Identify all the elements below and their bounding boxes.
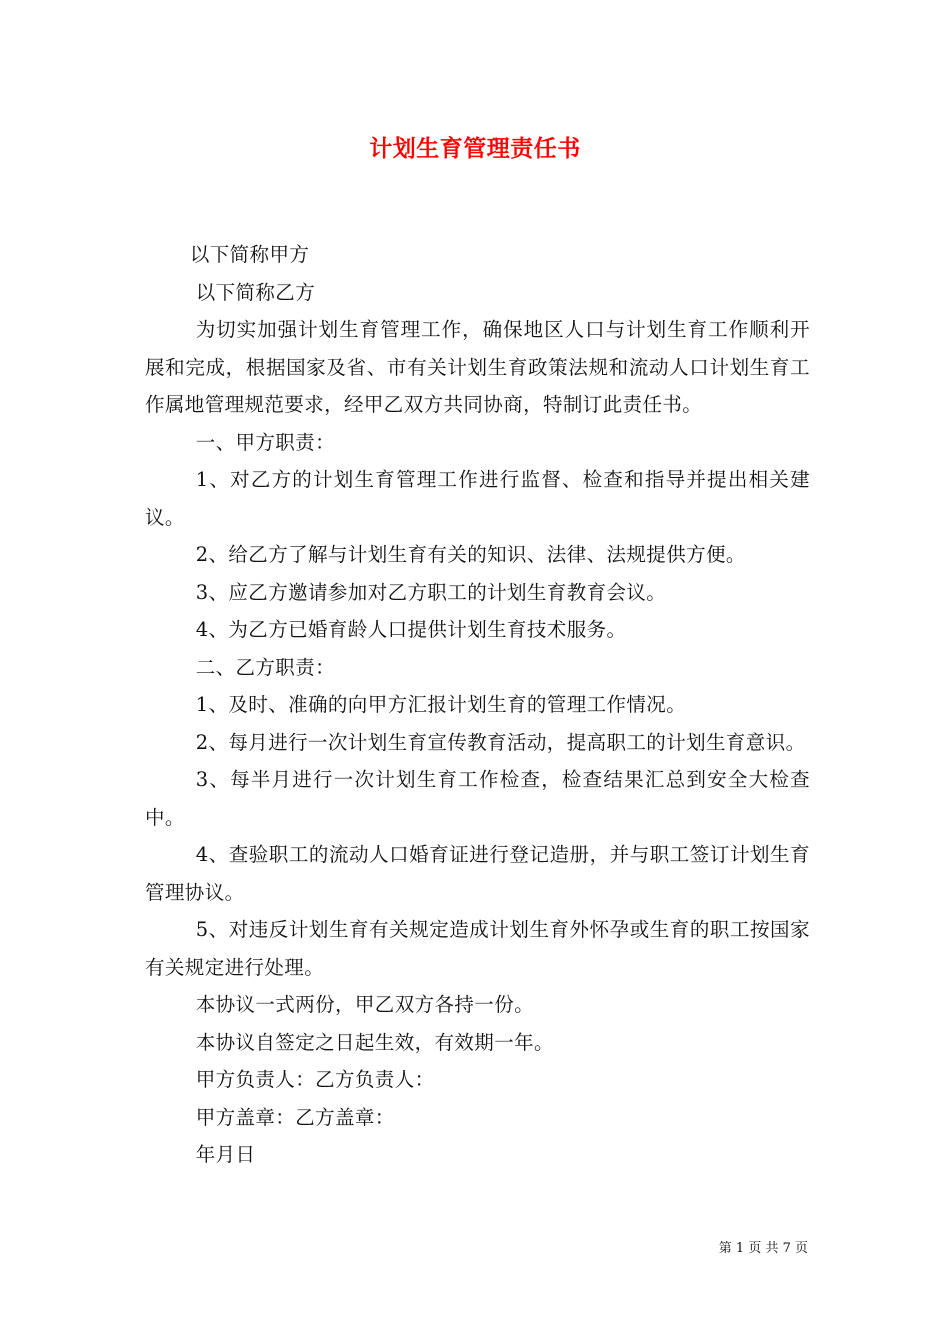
seals-line: 甲方盖章：乙方盖章： [195, 1105, 395, 1129]
party-a-duty-4: 4、为乙方已婚育龄人口提供计划生育技术服务。 [195, 618, 627, 641]
party-b-duty-1: 1、及时、准确的向甲方汇报计划生育的管理工作情况。 [195, 693, 687, 716]
paragraph-party-a: 以下简称甲方 [189, 243, 310, 266]
party-b-duty-3: 3、每半月进行一次计划生育工作检查，检查结果汇总到安全大检查中。 [145, 768, 810, 829]
party-b-duty-5: 5、对违反计划生育有关规定造成计划生育外怀孕或生育的职工按国家有关规定进行处理。 [145, 918, 810, 979]
party-b-duty-2: 2、每月进行一次计划生育宣传教育活动，提高职工的计划生育意识。 [195, 730, 806, 754]
paragraph-party-b: 以下简称乙方 [195, 280, 316, 304]
signatories-line: 甲方负责人：乙方负责人： [195, 1068, 435, 1091]
party-a-duty-1: 1、对乙方的计划生育管理工作进行监督、检查和指导并提出相关建议。 [145, 468, 810, 529]
document-body [145, 236, 810, 1174]
party-a-duty-3: 3、应乙方邀请参加对乙方职工的计划生育教育会议。 [195, 580, 667, 604]
section-heading-party-a-duties: 一、甲方职责： [195, 430, 335, 454]
section-heading-party-b-duties: 二、乙方职责： [195, 655, 335, 679]
agreement-copies: 本协议一式两份，甲乙双方各持一份。 [195, 993, 534, 1016]
agreement-validity: 本协议自签定之日起生效，有效期一年。 [195, 1030, 554, 1054]
party-b-duty-4: 4、查验职工的流动人口婚育证进行登记造册，并与职工签订计划生育管理协议。 [145, 843, 810, 904]
party-a-duty-2: 2、给乙方了解与计划生育有关的知识、法律、法规提供方便。 [195, 543, 746, 566]
paragraph-intro: 为切实加强计划生育管理工作，确保地区人口与计划生育工作顺利开展和完成，根据国家及省、市有关计划生育政策法规和流动人口计划生育工作属地管理规范要求，经甲乙双方共同协商，特制订此责任书。 [145, 318, 810, 416]
date-line: 年月日 [195, 1143, 256, 1166]
document-title: 计划生育管理责任书 [369, 135, 581, 162]
page-number: 第 1 页 共 7 页 [718, 1241, 808, 1256]
